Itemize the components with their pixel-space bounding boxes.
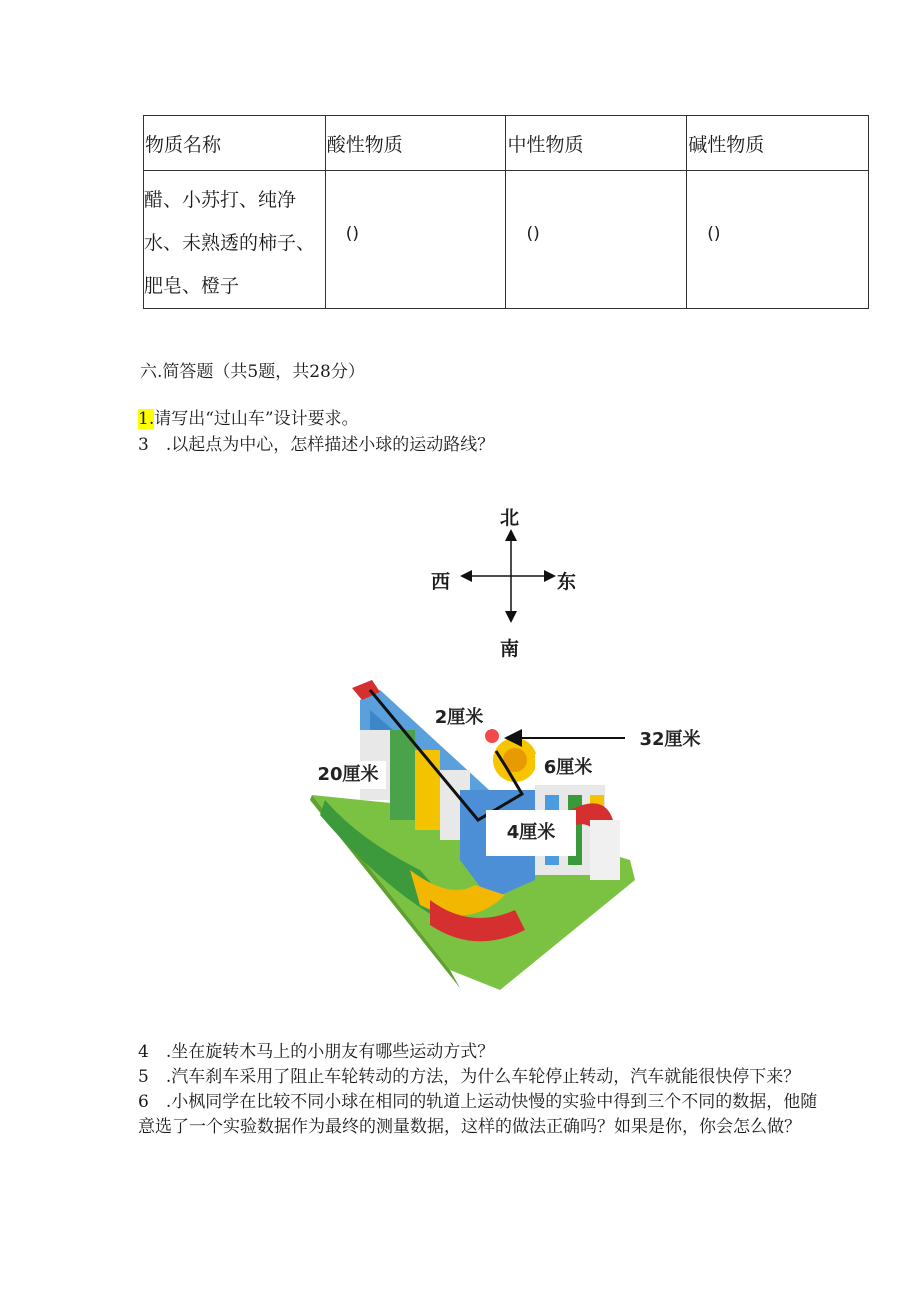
question-6-line-2: 意选了一个实验数据作为最终的测量数据，这样的做法正确吗？如果是你，你会怎么做？	[138, 1117, 801, 1137]
table-header-cell	[144, 116, 326, 171]
compass-diagram	[425, 498, 595, 658]
substances-line: 水、未熟透的柿子、	[144, 232, 316, 254]
table-header-cell	[325, 116, 506, 171]
label-6cm: 6厘米	[535, 754, 601, 782]
question-5: 5 .汽车刹车采用了阻止车轮转动的方法，为什么车轮停止转动，汽车就能很快停下来？	[138, 1067, 801, 1087]
table-header-row	[144, 116, 869, 171]
label-2cm: 2厘米	[428, 706, 490, 730]
substance-table	[143, 115, 869, 309]
marble-track-figure	[300, 670, 750, 1000]
compass-north-label: 北	[500, 507, 520, 529]
acidic-answer-cell[interactable]	[325, 171, 506, 309]
substances-line: 醋、小苏打、纯净	[144, 189, 297, 211]
compass-west-label: 西	[431, 571, 451, 593]
substances-line: 肥皂、橙子	[144, 275, 240, 297]
neutral-blank: ()	[526, 223, 540, 244]
alkaline-answer-cell[interactable]	[687, 171, 869, 309]
compass-east-label: 东	[557, 571, 577, 593]
question-6-line-1: 6 .小枫同学在比较不同小球在相同的轨道上运动快慢的实验中得到三个不同的数据，他随	[138, 1092, 818, 1112]
header-neutral: 中性物质	[507, 133, 584, 156]
question-4: 4 .坐在旋转木马上的小朋友有哪些运动方式？	[138, 1042, 495, 1062]
header-substance-name: 物质名称	[145, 133, 222, 156]
table-header-cell	[687, 116, 869, 171]
table-row	[144, 171, 869, 309]
label-4cm: 4厘米	[486, 810, 576, 856]
substances-cell	[144, 171, 326, 309]
question-3: 3 .以起点为中心，怎样描述小球的运动路线？	[138, 435, 495, 455]
question-1-number: 1.	[138, 409, 155, 429]
compass-south-label: 南	[500, 638, 520, 660]
question-1	[138, 404, 359, 429]
table-header-cell	[506, 116, 687, 171]
substances-list	[144, 171, 325, 308]
header-alkaline: 碱性物质	[688, 133, 765, 156]
neutral-answer-cell[interactable]	[506, 171, 687, 309]
section-title: 六.简答题（共5题，共28分）	[140, 362, 365, 382]
question-1-text: 请写出“过山车”设计要求。	[154, 409, 359, 429]
alkaline-blank: ()	[707, 223, 721, 244]
label-20cm: 20厘米	[310, 761, 386, 789]
acidic-blank: ()	[345, 223, 360, 244]
label-32cm: 32厘米	[630, 726, 710, 754]
header-acidic: 酸性物质	[326, 133, 403, 156]
